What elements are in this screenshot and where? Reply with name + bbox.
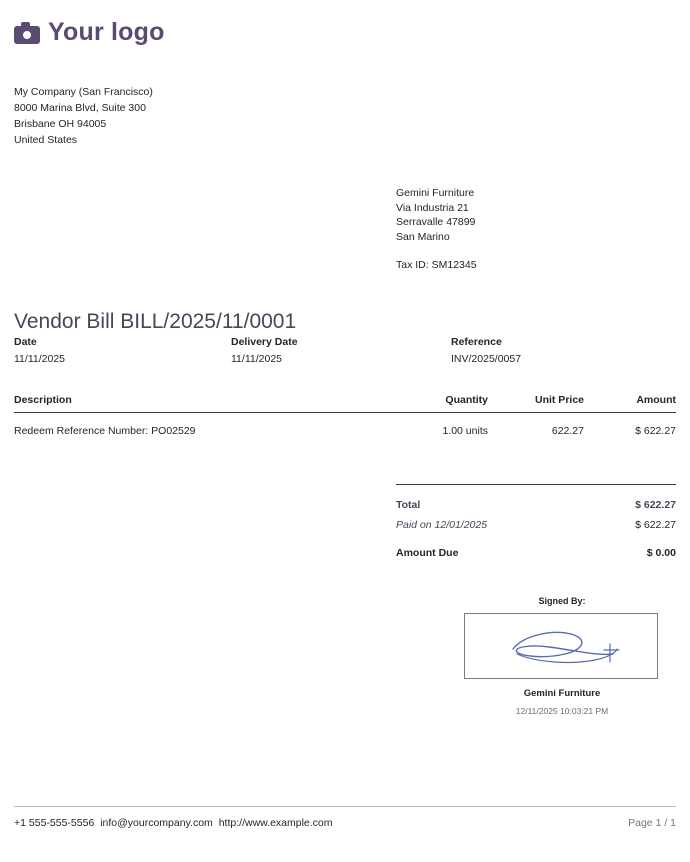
page-title: Vendor Bill BILL/2025/11/0001 [14,310,297,334]
footer-page-number: Page 1 / 1 [628,817,676,829]
company-address-line: United States [14,134,78,146]
table-header-row [14,394,676,413]
camera-icon [14,22,40,44]
document-footer [14,806,676,829]
info-date-label: Date [14,336,37,348]
info-reference [451,336,521,365]
cell-amount: $ 622.27 [635,425,676,437]
column-header-description: Description [14,394,72,406]
total-row [396,495,676,515]
amount-due-row [396,543,676,563]
info-delivery-date-label: Delivery Date [231,336,298,348]
info-date-value: 11/11/2025 [14,353,65,365]
document-header [14,0,676,62]
column-header-amount: Amount [636,394,676,406]
totals-section [396,484,676,563]
signature-section [464,596,660,716]
info-reference-label: Reference [451,336,502,348]
partner-tax-id: Tax ID: SM12345 [396,259,477,271]
signature-name: Gemini Furniture [523,688,601,699]
column-header-unit-price: Unit Price [534,394,584,406]
paid-row [396,515,676,535]
totals-divider [396,484,676,485]
company-address-line: 8000 Marina Blvd, Suite 300 [14,102,146,114]
paid-value: $ 622.27 [635,519,676,531]
total-value: $ 622.27 [635,499,676,511]
footer-phone: +1 555-555-5556 [14,817,95,829]
partner-address-line: Serravalle 47899 [396,216,476,228]
paid-label: Paid on 12/01/2025 [396,519,488,531]
logo-text: Your logo [48,18,165,46]
column-header-quantity: Quantity [445,394,488,406]
company-address-line: My Company (San Francisco) [14,86,153,98]
signature-timestamp: 12/11/2025 10:03:21 PM [515,706,609,716]
info-date [14,336,65,365]
cell-unit-price: 622.27 [551,425,584,437]
company-address [14,84,676,148]
partner-address-line: Gemini Furniture [396,187,475,199]
info-delivery-date [231,336,298,365]
company-address-line: Brisbane OH 94005 [14,118,107,130]
footer-email[interactable]: info@yourcompany.com [100,817,213,829]
cell-quantity: 1.00 units [442,425,488,437]
signature-box [464,613,658,679]
info-reference-value: INV/2025/0057 [451,353,522,365]
partner-address [396,186,477,273]
total-label: Total [396,499,421,511]
footer-contact [14,817,336,829]
signature-scribble-icon [465,614,659,680]
info-delivery-date-value: 11/11/2025 [231,353,282,365]
amount-due-value: $ 0.00 [646,547,676,559]
table-row [14,413,676,437]
cell-description: Redeem Reference Number: PO02529 [14,425,196,437]
amount-due-label: Amount Due [396,547,459,559]
partner-address-line: Via Industria 21 [396,201,469,214]
line-items-table [14,394,676,437]
footer-website[interactable]: http://www.example.com [218,817,333,829]
logo [14,18,676,47]
partner-address-line: San Marino [396,230,450,243]
signed-by-label: Signed By: [538,596,586,606]
